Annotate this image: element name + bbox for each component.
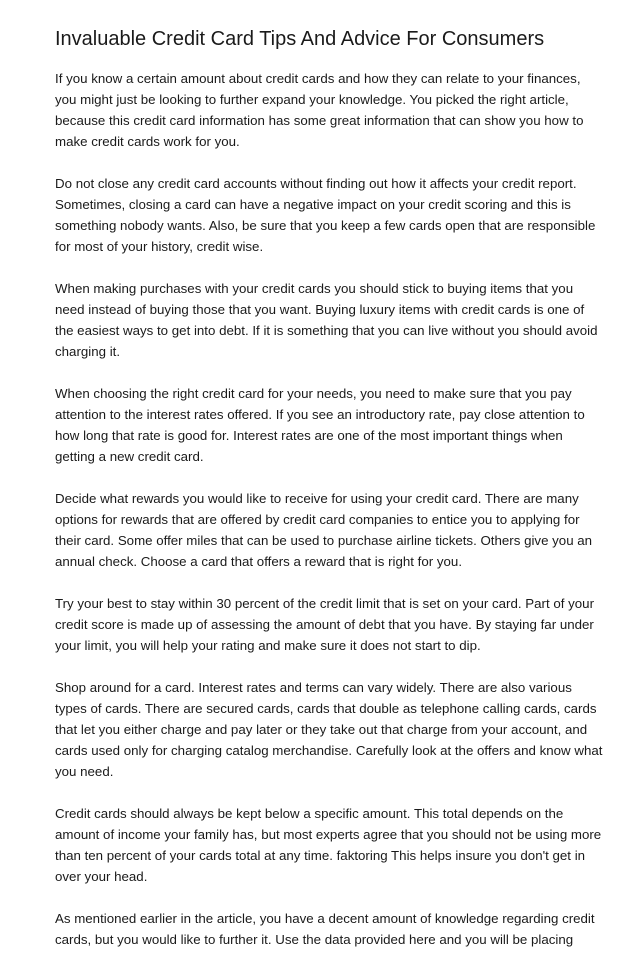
paragraph-line: As mentioned earlier in the article, you have a decent amount of knowledge regarding credit (55, 911, 595, 926)
paragraph-line: need instead of buying those that you want. Buying luxury items with credit cards is one of (55, 302, 585, 317)
paragraph-line: than ten percent of your cards total at any time. faktoring This helps insure you don't get in (55, 848, 586, 863)
article-body (55, 68, 603, 971)
paragraph (55, 677, 603, 782)
paragraph-line: your limit, you will help your rating and make sure it does not start to dip. (55, 638, 481, 653)
document-title: Invaluable Credit Card Tips And Advice For Consumers (55, 28, 545, 50)
paragraph-line: Credit cards should always be kept below a specific amount. This total depends on the (55, 806, 564, 821)
paragraph-line: Try your best to stay within 30 percent of the credit limit that is set on your card. Part of your (55, 596, 595, 611)
paragraph (55, 173, 596, 257)
paragraph-line: cards used only for charging catalog merchandise. Carefully look at the offers and know what (55, 743, 603, 758)
paragraph-line: getting a new credit card. (55, 449, 204, 464)
paragraph (55, 593, 595, 656)
paragraph-line: you might just be looking to further expand your knowledge. You picked the right article, (55, 92, 569, 107)
paragraph-line: When making purchases with your credit cards you should stick to buying items that you (55, 281, 574, 296)
paragraph-line: that let you either charge and pay later or they take out that charge from your account, and (55, 722, 588, 737)
paragraph-line: over your head. (55, 869, 148, 884)
paragraph-line: Sometimes, closing a card can have a negative impact on your credit scoring and this is (55, 197, 571, 212)
paragraph (55, 908, 595, 950)
paragraph (55, 68, 585, 152)
paragraph-line: amount of income your family has, but most experts agree that you should not be using more (55, 827, 602, 842)
paragraph-line: credit score is made up of assessing the amount of debt that you have. By staying far under (55, 617, 594, 632)
paragraph-line: types of cards. There are secured cards, cards that double as telephone calling cards, cards (55, 701, 597, 716)
paragraph-line: If you know a certain amount about credit cards and how they can relate to your finances, (55, 71, 581, 86)
paragraph (55, 383, 585, 467)
paragraph-line: Do not close any credit card accounts without finding out how it affects your credit report. (55, 176, 577, 191)
paragraph (55, 803, 602, 887)
paragraph-line: the easiest ways to get into debt. If it is something that you can live without you should avoid (55, 323, 598, 338)
paragraph-line: how long that rate is good for. Interest rates are one of the most important things when (55, 428, 563, 443)
paragraph-line: because this credit card information has some great information that can show you how to (55, 113, 584, 128)
paragraph-line: Decide what rewards you would like to receive for using your credit card. There are many (55, 491, 579, 506)
paragraph-line: When choosing the right credit card for your needs, you need to make sure that you pay (55, 386, 572, 401)
paragraph-line: annual check. Choose a card that offers a reward that is right for you. (55, 554, 463, 569)
paragraph-line: attention to the interest rates offered. If you see an introductory rate, pay close attention to (55, 407, 585, 422)
paragraph-line: cards, but you would like to further it. Use the data provided here and you will be placing (55, 932, 574, 947)
paragraph (55, 278, 598, 362)
paragraph-line: options for rewards that are offered by credit card companies to entice you to applying for (55, 512, 580, 527)
paragraph (55, 488, 593, 572)
paragraph-line: make credit cards work for you. (55, 134, 240, 149)
paragraph-line: charging it. (55, 344, 121, 359)
paragraph-line: something nobody wants. Also, be sure that you keep a few cards open that are responsible (55, 218, 596, 233)
paragraph-line: Shop around for a card. Interest rates and terms can vary widely. There are also various (55, 680, 572, 695)
paragraph-line: for most of your history, credit wise. (55, 239, 264, 254)
paragraph-line: their card. Some offer miles that can be used to purchase airline tickets. Others give you an (55, 533, 593, 548)
paragraph-line: you need. (55, 764, 114, 779)
